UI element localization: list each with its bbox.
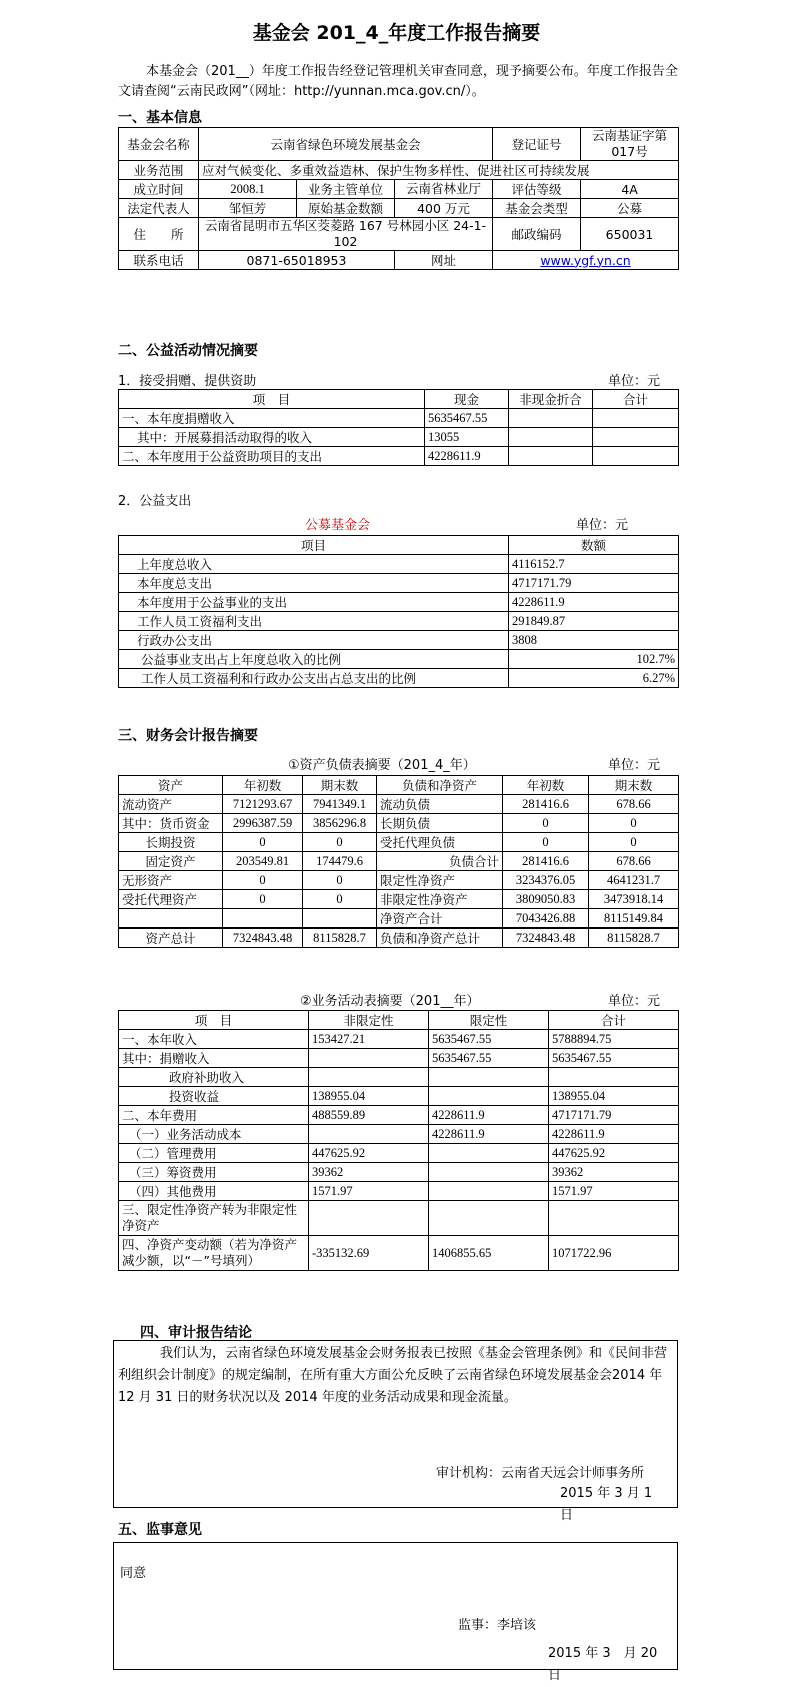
row-label: 政府补助收入 (119, 1068, 309, 1087)
original-fund: 400 万元 (395, 199, 493, 218)
table-row (119, 1144, 679, 1163)
value-cell: 678.66 (589, 852, 679, 871)
value-cell: 4116152.7 (509, 555, 679, 574)
value-cell: 8115828.7 (303, 928, 377, 948)
row-label: 受托代理负债 (377, 833, 503, 852)
value-cell: 0 (503, 833, 589, 852)
value-cell: 3234376.05 (503, 871, 589, 890)
value-cell: 153427.21 (309, 1030, 429, 1049)
row-label: 负债和净资产总计 (377, 928, 503, 948)
row-label: 固定资产 (119, 852, 223, 871)
column-header: 项 目 (119, 390, 425, 409)
audit-conclusion-text: 我们认为，云南省绿色环境发展基金会财务报表已按照《基金会管理条例》和《民间非营利组织会计制度》的规定编制，在所有重大方面公允反映了云南省绿色环境发展基金会2014 年 12 月 31 日的财务状况以及 2014 年度的业务活动成果和现金流量。 (118, 1346, 668, 1405)
value-cell (429, 1201, 549, 1236)
table-row (119, 795, 679, 814)
section-audit: 四、审计报告结论 (140, 1325, 252, 1341)
audit-agency: 审计机构：云南省天远会计师事务所 (436, 1466, 645, 1481)
table-row (119, 1182, 679, 1201)
table-row (119, 1068, 679, 1087)
subsection-donations: 1．接受捐赠、提供资助 (118, 374, 257, 389)
row-label: 本年度用于公益事业的支出 (119, 593, 509, 612)
label-address: 住 所 (119, 218, 199, 251)
spending-table (118, 535, 679, 688)
value-cell: 8115828.7 (589, 928, 679, 948)
value-cell: 281416.6 (503, 852, 589, 871)
table-row (119, 1087, 679, 1106)
row-label: 四、净资产变动额（若为净资产减少额，以“－”号填列） (119, 1236, 309, 1271)
row-label: 上年度总收入 (119, 555, 509, 574)
table-row (119, 890, 679, 909)
column-header: 合计 (593, 390, 679, 409)
legal-rep: 邹恒芳 (199, 199, 297, 218)
label-fund: 原始基金数额 (297, 199, 395, 218)
label-grade: 评估等级 (493, 180, 581, 199)
value-cell: 1571.97 (549, 1182, 679, 1201)
value-cell: 5635467.55 (429, 1030, 549, 1049)
value-cell: 2996387.59 (223, 814, 303, 833)
table-row (119, 1106, 679, 1125)
value-cell (509, 428, 593, 447)
value-cell: 5635467.55 (549, 1049, 679, 1068)
audit-box (113, 1340, 678, 1523)
value-cell: 0 (503, 814, 589, 833)
address: 云南省昆明市五华区茭菱路 167 号林园小区 24-1-102 (199, 218, 493, 251)
row-label: 净资产合计 (377, 909, 503, 929)
column-header: 非限定性 (309, 1011, 429, 1030)
value-cell (549, 1201, 679, 1236)
row-label: 流动负债 (377, 795, 503, 814)
value-cell: 447625.92 (309, 1144, 429, 1163)
value-cell (429, 1087, 549, 1106)
row-label: 行政办公支出 (119, 631, 509, 650)
value-cell (509, 409, 593, 428)
row-label: 限定性净资产 (377, 871, 503, 890)
row-label: （一）业务活动成本 (119, 1125, 309, 1144)
website-link[interactable]: www.ygf.yn.cn (540, 252, 631, 268)
supervising-dept: 云南省林业厅 (395, 180, 493, 199)
value-cell: 4228611.9 (549, 1125, 679, 1144)
value-cell (549, 1068, 679, 1087)
table-row (119, 669, 679, 688)
value-cell: 203549.81 (223, 852, 303, 871)
value-cell (309, 1201, 429, 1236)
value-cell: 1571.97 (309, 1182, 429, 1201)
zip-code: 650031 (581, 218, 679, 251)
value-cell: 0 (303, 890, 377, 909)
row-label: 长期负债 (377, 814, 503, 833)
value-cell: 4641231.7 (589, 871, 679, 890)
section-basic-info: 一、基本信息 (118, 110, 202, 126)
row-label: 流动资产 (119, 795, 223, 814)
value-cell (429, 1163, 549, 1182)
supervisor-signer: 监事：李培该 (458, 1618, 537, 1633)
value-cell: 4228611.9 (509, 593, 679, 612)
value-cell: 0 (589, 833, 679, 852)
value-cell: 138955.04 (549, 1087, 679, 1106)
foundation-type: 公募 (581, 199, 679, 218)
table-row (119, 650, 679, 669)
value-cell: 3809050.83 (503, 890, 589, 909)
value-cell: 39362 (549, 1163, 679, 1182)
value-cell: 8115149.84 (589, 909, 679, 929)
value-cell: 447625.92 (549, 1144, 679, 1163)
table-row (119, 593, 679, 612)
value-cell: 7121293.67 (223, 795, 303, 814)
evaluation-grade: 4A (581, 180, 679, 199)
value-cell: 5635467.55 (425, 409, 509, 428)
reg-number: 云南基证字第017号 (581, 128, 679, 161)
value-cell: 174479.6 (303, 852, 377, 871)
row-label: （四）其他费用 (119, 1182, 309, 1201)
value-cell (223, 909, 303, 929)
business-scope: 应对气候变化、多重效益造林、保护生物多样性、促进社区可持续发展 (199, 161, 679, 180)
value-cell (309, 1125, 429, 1144)
value-cell (593, 447, 679, 466)
value-cell: 3808 (509, 631, 679, 650)
subsection-public-spending: 2．公益支出 (118, 494, 192, 509)
value-cell: 7324843.48 (223, 928, 303, 948)
supervisor-date: 2015 年 3 月 20 日 (548, 1646, 671, 1683)
column-header: 限定性 (429, 1011, 549, 1030)
table-row (119, 871, 679, 890)
label-est: 成立时间 (119, 180, 199, 199)
table-row (119, 852, 679, 871)
row-label: （三）筹资费用 (119, 1163, 309, 1182)
column-header: 项目 (119, 536, 509, 555)
column-header: 负债和净资产 (377, 776, 503, 795)
label-type: 基金会类型 (493, 199, 581, 218)
row-label: 本年度总支出 (119, 574, 509, 593)
column-header: 项 目 (119, 1011, 309, 1030)
value-cell: 291849.87 (509, 612, 679, 631)
row-label: 负债合计 (377, 852, 503, 871)
foundation-name: 云南省绿色环境发展基金会 (199, 128, 493, 161)
value-cell: 1071722.96 (549, 1236, 679, 1271)
row-label: 公益事业支出占上年度总收入的比例 (119, 650, 509, 669)
value-cell: 4228611.9 (429, 1125, 549, 1144)
row-label: 其中：开展募捐活动取得的收入 (119, 428, 425, 447)
value-cell: 4228611.9 (425, 447, 509, 466)
value-cell: 39362 (309, 1163, 429, 1182)
value-cell (593, 409, 679, 428)
value-cell (309, 1068, 429, 1087)
table-row (119, 1049, 679, 1068)
table-row (119, 447, 679, 466)
row-label: 资产总计 (119, 928, 223, 948)
value-cell: 138955.04 (309, 1087, 429, 1106)
value-cell: -335132.69 (309, 1236, 429, 1271)
label-tel: 联系电话 (119, 251, 199, 270)
value-cell (593, 428, 679, 447)
value-cell: 281416.6 (503, 795, 589, 814)
table-row (119, 555, 679, 574)
row-label: 三、限定性净资产转为非限定性净资产 (119, 1201, 309, 1236)
unit-label: 单位：元 (608, 758, 661, 773)
value-cell: 7324843.48 (503, 928, 589, 948)
table-row (119, 1201, 679, 1236)
table-row (119, 409, 679, 428)
value-cell: 1406855.65 (429, 1236, 549, 1271)
value-cell: 7941349.1 (303, 795, 377, 814)
column-header: 期末数 (303, 776, 377, 795)
section-public-welfare: 二、公益活动情况摘要 (118, 343, 258, 359)
value-cell: 0 (589, 814, 679, 833)
label-rep: 法定代表人 (119, 199, 199, 218)
row-label: 其中：货币资金 (119, 814, 223, 833)
label-name: 基金会名称 (119, 128, 199, 161)
row-label: 长期投资 (119, 833, 223, 852)
donation-table (118, 389, 679, 466)
activity-statement-table (118, 1010, 679, 1271)
value-cell: 678.66 (589, 795, 679, 814)
value-cell: 4228611.9 (429, 1106, 549, 1125)
label-dept: 业务主管单位 (297, 180, 395, 199)
value-cell: 7043426.88 (503, 909, 589, 929)
table-row (119, 814, 679, 833)
value-cell (309, 1049, 429, 1068)
telephone: 0871-65018953 (199, 251, 395, 270)
value-cell (303, 909, 377, 929)
row-label: 二、本年费用 (119, 1106, 309, 1125)
value-cell: 0 (223, 890, 303, 909)
value-cell: 6.27% (509, 669, 679, 688)
label-scope: 业务范围 (119, 161, 199, 180)
section-financial: 三、财务会计报告摘要 (118, 728, 258, 744)
table-row (119, 833, 679, 852)
public-fund-title: 公募基金会 (305, 518, 371, 533)
activity-statement-title: ②业务活动表摘要（201__年） (300, 994, 480, 1009)
row-label: 无形资产 (119, 871, 223, 890)
row-label: 非限定性净资产 (377, 890, 503, 909)
column-header: 合计 (549, 1011, 679, 1030)
table-row (119, 631, 679, 650)
column-header: 期末数 (589, 776, 679, 795)
row-label: 二、本年度用于公益资助项目的支出 (119, 447, 425, 466)
value-cell: 5788894.75 (549, 1030, 679, 1049)
page-title: 基金会 201_4_年度工作报告摘要 (252, 22, 541, 44)
row-label: 其中：捐赠收入 (119, 1049, 309, 1068)
table-row (119, 1030, 679, 1049)
table-row (119, 1125, 679, 1144)
value-cell: 4717171.79 (549, 1106, 679, 1125)
value-cell: 0 (223, 871, 303, 890)
value-cell: 3856296.8 (303, 814, 377, 833)
row-label: 工作人员工资福利支出 (119, 612, 509, 631)
value-cell: 0 (223, 833, 303, 852)
balance-sheet-title: ①资产负债表摘要（201_4_年） (288, 758, 476, 773)
unit-label: 单位：元 (608, 994, 661, 1009)
value-cell (509, 447, 593, 466)
column-header: 现金 (425, 390, 509, 409)
supervisor-opinion: 同意 (120, 1566, 147, 1581)
value-cell: 5635467.55 (429, 1049, 549, 1068)
established-date: 2008.1 (199, 180, 297, 199)
column-header: 年初数 (503, 776, 589, 795)
table-row (119, 612, 679, 631)
label-web: 网址 (395, 251, 493, 270)
value-cell: 13055 (425, 428, 509, 447)
label-reg: 登记证号 (493, 128, 581, 161)
column-header: 非现金折合 (509, 390, 593, 409)
basic-info-table (118, 127, 679, 270)
row-label: 一、本年收入 (119, 1030, 309, 1049)
row-label: 工作人员工资福利和行政办公支出占总支出的比例 (119, 669, 509, 688)
column-header: 年初数 (223, 776, 303, 795)
value-cell: 102.7% (509, 650, 679, 669)
value-cell (429, 1182, 549, 1201)
table-row (119, 909, 679, 929)
intro-paragraph: 本基金会（201__）年度工作报告经登记管理机关审查同意，现予摘要公布。年度工作报告全文请查阅“云南民政网”（网址：http://yunnan.mca.gov.cn/）。 (118, 64, 678, 99)
audit-date: 2015 年 3 月 1 日 (560, 1486, 666, 1523)
row-label (119, 909, 223, 929)
value-cell: 488559.89 (309, 1106, 429, 1125)
value-cell (429, 1144, 549, 1163)
value-cell: 4717171.79 (509, 574, 679, 593)
unit-label: 单位：元 (576, 518, 629, 533)
column-header: 资产 (119, 776, 223, 795)
total-row (119, 928, 679, 948)
table-row (119, 1236, 679, 1271)
value-cell (429, 1068, 549, 1087)
label-zip: 邮政编码 (493, 218, 581, 251)
table-row (119, 1163, 679, 1182)
website-cell (493, 251, 679, 270)
value-cell: 0 (303, 833, 377, 852)
section-supervisor: 五、监事意见 (118, 1522, 202, 1538)
value-cell: 0 (303, 871, 377, 890)
row-label: 投资收益 (119, 1087, 309, 1106)
supervisor-box (113, 1542, 678, 1683)
row-label: 一、本年度捐赠收入 (119, 409, 425, 428)
row-label: 受托代理资产 (119, 890, 223, 909)
column-header: 数额 (509, 536, 679, 555)
unit-label: 单位：元 (608, 374, 661, 389)
table-row (119, 574, 679, 593)
table-row (119, 428, 679, 447)
value-cell: 3473918.14 (589, 890, 679, 909)
balance-sheet-table (118, 775, 679, 948)
row-label: （二）管理费用 (119, 1144, 309, 1163)
